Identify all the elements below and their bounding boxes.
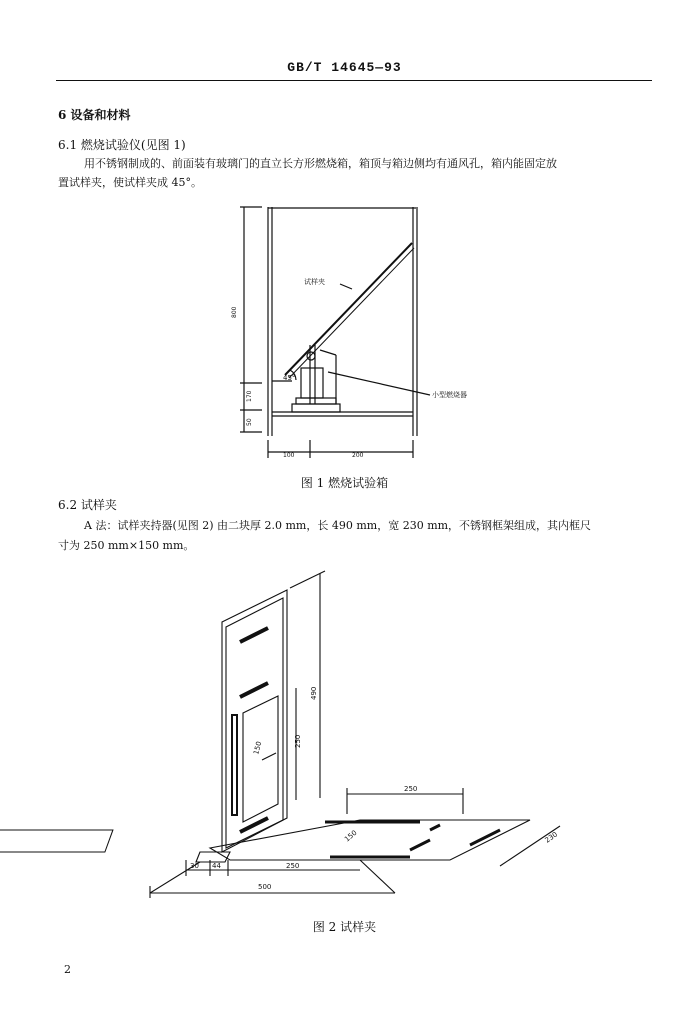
section-6-1-paragraph-line-1: 用不锈钢制成的、前面装有玻璃门的直立长方形燃烧箱，箱顶与箱边侧均有通风孔，箱内能固定放	[84, 157, 557, 170]
figure-2-dim-44: 44	[212, 862, 221, 870]
figure-2-dim-500: 500	[258, 883, 272, 891]
figure-1-label-angle: 45°	[283, 374, 296, 382]
section-6-2-heading: 6.2 试样夹	[58, 498, 117, 512]
figure-1-dim-height: 800	[231, 306, 238, 318]
figure-1-dim-170: 170	[246, 390, 253, 402]
figure-2-dim-30: 30	[190, 862, 199, 870]
figure-1-caption: 图 1 燃烧试验箱	[300, 476, 389, 490]
figure-2-dim-230: 230	[543, 830, 560, 845]
figure-2-dim-250-top: 250	[404, 785, 418, 793]
section-6-1-paragraph-line-2: 置试样夹，使试样夹成 45°。	[58, 176, 202, 189]
section-6-2-paragraph-line-2: 寸为 250 mm×150 mm。	[58, 539, 195, 552]
figure-1-dim-left: 100	[283, 452, 295, 459]
figure-1-dim-right: 200	[352, 452, 364, 459]
figure-2-caption: 图 2 试样夹	[312, 920, 377, 934]
figure-2-dim-490: 490	[310, 686, 318, 700]
section-6-1-heading: 6.1 燃烧试验仪(见图 1)	[58, 138, 186, 152]
figure-2-dim-150-flat: 150	[343, 828, 359, 844]
page-number: 2	[64, 963, 71, 976]
section-6-2-paragraph-line-1: A 法：试样夹持器(见图 2) 由二块厚 2.0 mm，长 490 mm，宽 230 mm，不锈钢框架组成，其内框尺	[84, 519, 592, 532]
figure-2-dim-150-vertical: 150	[252, 740, 264, 756]
figure-2-dim-250-vertical: 250	[294, 734, 302, 748]
figure-1-label-burner: 小型燃烧器	[432, 391, 467, 399]
figure-1-dim-50: 50	[246, 418, 253, 426]
figure-1-label-specimen-holder: 试样夹	[304, 278, 325, 286]
section-6-heading: 6 设备和材料	[58, 108, 131, 122]
figure-2-dim-250-bottom: 250	[286, 862, 300, 870]
standard-code-header: GB/T 14645—93	[287, 60, 402, 75]
